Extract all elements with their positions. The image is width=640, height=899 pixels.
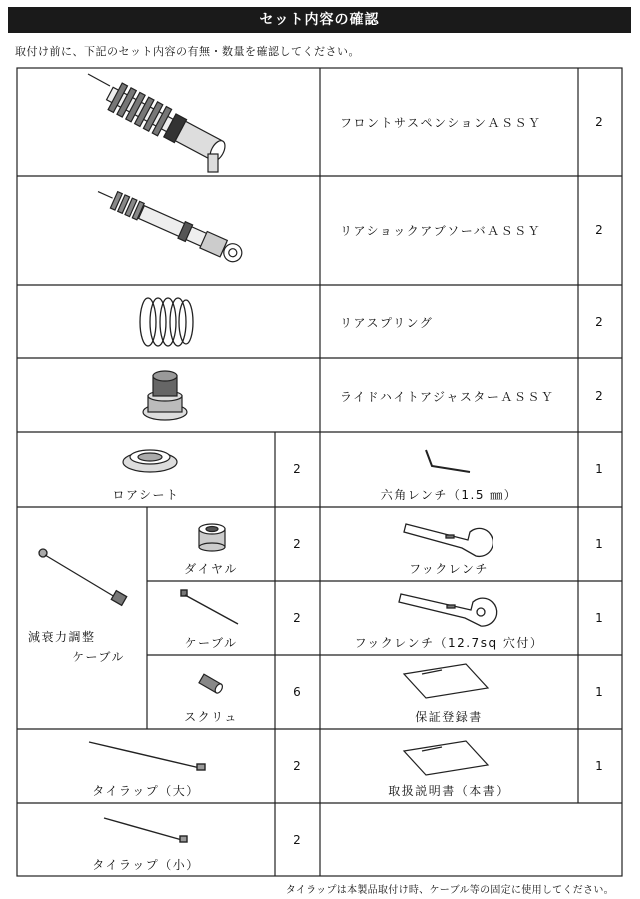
item-qty-cable: 2 (293, 611, 301, 625)
item-name-damping-cable-line2: ケーブル (72, 650, 125, 664)
item-name-ride-height: ライドハイトアジャスターＡＳＳＹ (340, 390, 555, 404)
ride-height-adjuster-illustration (140, 366, 190, 426)
item-qty-hook-wrench: 1 (595, 537, 603, 551)
damping-cable-illustration (35, 545, 135, 610)
item-qty-warranty: 1 (595, 685, 603, 699)
item-qty-manual: 1 (595, 759, 603, 773)
rear-spring-illustration (130, 292, 200, 352)
item-qty-rear-spring: 2 (595, 315, 603, 329)
item-qty-tie-large: 2 (293, 759, 301, 773)
item-name-hex-wrench: 六角レンチ（1.5 ㎜） (380, 488, 518, 502)
item-name-tie-large: タイラップ（大） (92, 784, 200, 798)
item-qty-dial: 2 (293, 537, 301, 551)
item-qty-hook-wrench-holed: 1 (595, 611, 603, 625)
item-name-dial: ダイヤル (184, 562, 238, 576)
item-qty-front-suspension: 2 (595, 115, 603, 129)
item-name-rear-shock: リアショックアブソーバＡＳＳＹ (340, 224, 542, 238)
item-name-hook-wrench: フックレンチ (409, 562, 489, 576)
item-name-manual: 取扱説明書（本書） (388, 784, 510, 798)
item-qty-hex-wrench: 1 (595, 462, 603, 476)
hex-wrench-illustration (420, 446, 475, 476)
lower-seat-illustration (120, 440, 180, 476)
warranty-card-illustration (398, 660, 493, 700)
hook-wrench-holed-illustration (395, 586, 500, 628)
tie-small-illustration (100, 814, 195, 846)
item-name-damping-cable-line1: 減衰力調整 (28, 630, 96, 644)
item-name-warranty: 保証登録書 (415, 710, 483, 724)
item-name-rear-spring: リアスプリング (340, 316, 434, 330)
item-qty-tie-small: 2 (293, 833, 301, 847)
screw-illustration (196, 672, 226, 697)
rear-shock-illustration (85, 178, 255, 283)
item-name-tie-small: タイラップ（小） (92, 858, 200, 872)
front-suspension-illustration (80, 68, 250, 176)
item-qty-rear-shock: 2 (595, 223, 603, 237)
item-name-lower-seat: ロアシート (112, 488, 180, 502)
item-name-hook-wrench-holed: フックレンチ（12.7sq 穴付） (354, 636, 544, 650)
item-qty-lower-seat: 2 (293, 462, 301, 476)
item-qty-screw: 6 (293, 685, 301, 699)
hook-wrench-illustration (398, 518, 493, 560)
item-name-cable: ケーブル (184, 636, 238, 650)
cable-illustration (178, 588, 243, 628)
dial-illustration (193, 515, 233, 553)
section-title: セット内容の確認 (8, 7, 631, 33)
item-name-front-suspension: フロントサスペンションＡＳＳＹ (340, 116, 542, 130)
footnote: タイラップは本製品取付け時、ケーブル等の固定に使用してください。 (285, 885, 614, 896)
tie-large-illustration (85, 738, 210, 774)
item-name-screw: スクリュ (184, 710, 238, 724)
intro-text: 取付け前に、下記のセット内容の有無・数量を確認してください。 (15, 45, 360, 58)
manual-illustration (398, 737, 493, 777)
item-qty-ride-height: 2 (595, 389, 603, 403)
